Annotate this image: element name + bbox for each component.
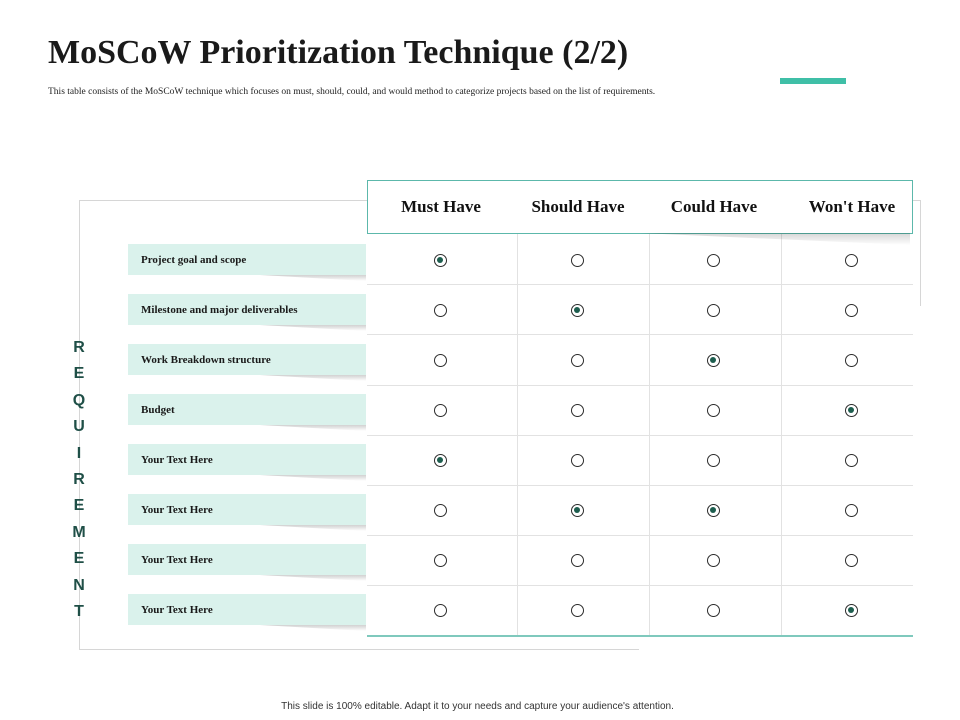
- grid-horizontal-line: [367, 585, 913, 586]
- grid-horizontal-line: [367, 284, 913, 285]
- radio-empty-icon[interactable]: [571, 454, 584, 467]
- radio-empty-icon[interactable]: [707, 604, 720, 617]
- radio-empty-icon[interactable]: [434, 554, 447, 567]
- radio-empty-icon[interactable]: [434, 304, 447, 317]
- requirement-label: Project goal and scope: [128, 244, 366, 275]
- radio-empty-icon[interactable]: [707, 554, 720, 567]
- radio-empty-icon[interactable]: [571, 254, 584, 267]
- radio-selected-icon[interactable]: [845, 404, 858, 417]
- requirement-letter: U: [73, 418, 85, 436]
- grid-horizontal-line: [367, 535, 913, 536]
- title-accent-bar: [780, 78, 846, 84]
- column-header-0: Must Have: [401, 197, 481, 216]
- requirement-letter: E: [73, 365, 85, 383]
- requirement-label: Your Text Here: [128, 494, 366, 525]
- column-header-box: [367, 180, 913, 234]
- radio-empty-icon[interactable]: [707, 304, 720, 317]
- grid-bottom-line: [367, 635, 913, 637]
- radio-selected-icon[interactable]: [571, 304, 584, 317]
- requirement-label: Your Text Here: [128, 444, 366, 475]
- radio-selected-icon[interactable]: [707, 354, 720, 367]
- grid-horizontal-line: [367, 334, 913, 335]
- requirement-letter: R: [73, 339, 85, 356]
- radio-empty-icon[interactable]: [845, 454, 858, 467]
- grid-horizontal-line: [367, 385, 913, 386]
- radio-empty-icon[interactable]: [571, 354, 584, 367]
- table-frame-bottom: [79, 649, 639, 650]
- radio-empty-icon[interactable]: [434, 504, 447, 517]
- radio-selected-icon[interactable]: [571, 504, 584, 517]
- radio-empty-icon[interactable]: [845, 554, 858, 567]
- grid-horizontal-line: [367, 435, 913, 436]
- radio-selected-icon[interactable]: [434, 454, 447, 467]
- column-header-3: Won't Have: [808, 197, 896, 216]
- slide-subtitle: This table consists of the MoSCoW technique which focuses on must, should, could, and would method to categorize projects based on the list of requirements.: [48, 87, 656, 97]
- radio-empty-icon[interactable]: [845, 504, 858, 517]
- requirement-label: Budget: [128, 394, 366, 425]
- radio-empty-icon[interactable]: [434, 604, 447, 617]
- requirement-letter: T: [74, 603, 84, 621]
- radio-empty-icon[interactable]: [845, 254, 858, 267]
- radio-empty-icon[interactable]: [434, 354, 447, 367]
- requirement-letter: E: [73, 497, 85, 515]
- requirement-vertical-label: [66, 335, 92, 625]
- radio-empty-icon[interactable]: [571, 554, 584, 567]
- grid-horizontal-line: [367, 485, 913, 486]
- radio-empty-icon[interactable]: [571, 604, 584, 617]
- requirement-label: Milestone and major deliverables: [128, 294, 366, 325]
- requirement-letter: M: [72, 523, 86, 541]
- requirement-label: Your Text Here: [128, 594, 366, 625]
- table-frame-right: [920, 200, 921, 306]
- radio-empty-icon[interactable]: [571, 404, 584, 417]
- radio-empty-icon[interactable]: [707, 454, 720, 467]
- requirement-letter: R: [73, 471, 85, 489]
- requirement-letter: Q: [72, 391, 86, 409]
- requirement-letter: N: [73, 576, 85, 594]
- radio-selected-icon[interactable]: [707, 504, 720, 517]
- requirement-letter: E: [73, 550, 85, 568]
- radio-selected-icon[interactable]: [434, 254, 447, 267]
- radio-empty-icon[interactable]: [434, 404, 447, 417]
- radio-empty-icon[interactable]: [707, 254, 720, 267]
- radio-selected-icon[interactable]: [845, 604, 858, 617]
- radio-empty-icon[interactable]: [845, 304, 858, 317]
- column-header-2: Could Have: [670, 197, 758, 216]
- requirement-letter: I: [76, 444, 82, 462]
- column-header-1: Should Have: [531, 197, 625, 216]
- radio-empty-icon[interactable]: [707, 404, 720, 417]
- requirement-label: Work Breakdown structure: [128, 344, 366, 375]
- slide-footer: This slide is 100% editable. Adapt it to your needs and capture your audience's attention.: [281, 701, 674, 712]
- requirement-label: Your Text Here: [128, 544, 366, 575]
- radio-empty-icon[interactable]: [845, 354, 858, 367]
- slide-title: MoSCoW Prioritization Technique (2/2): [48, 34, 629, 71]
